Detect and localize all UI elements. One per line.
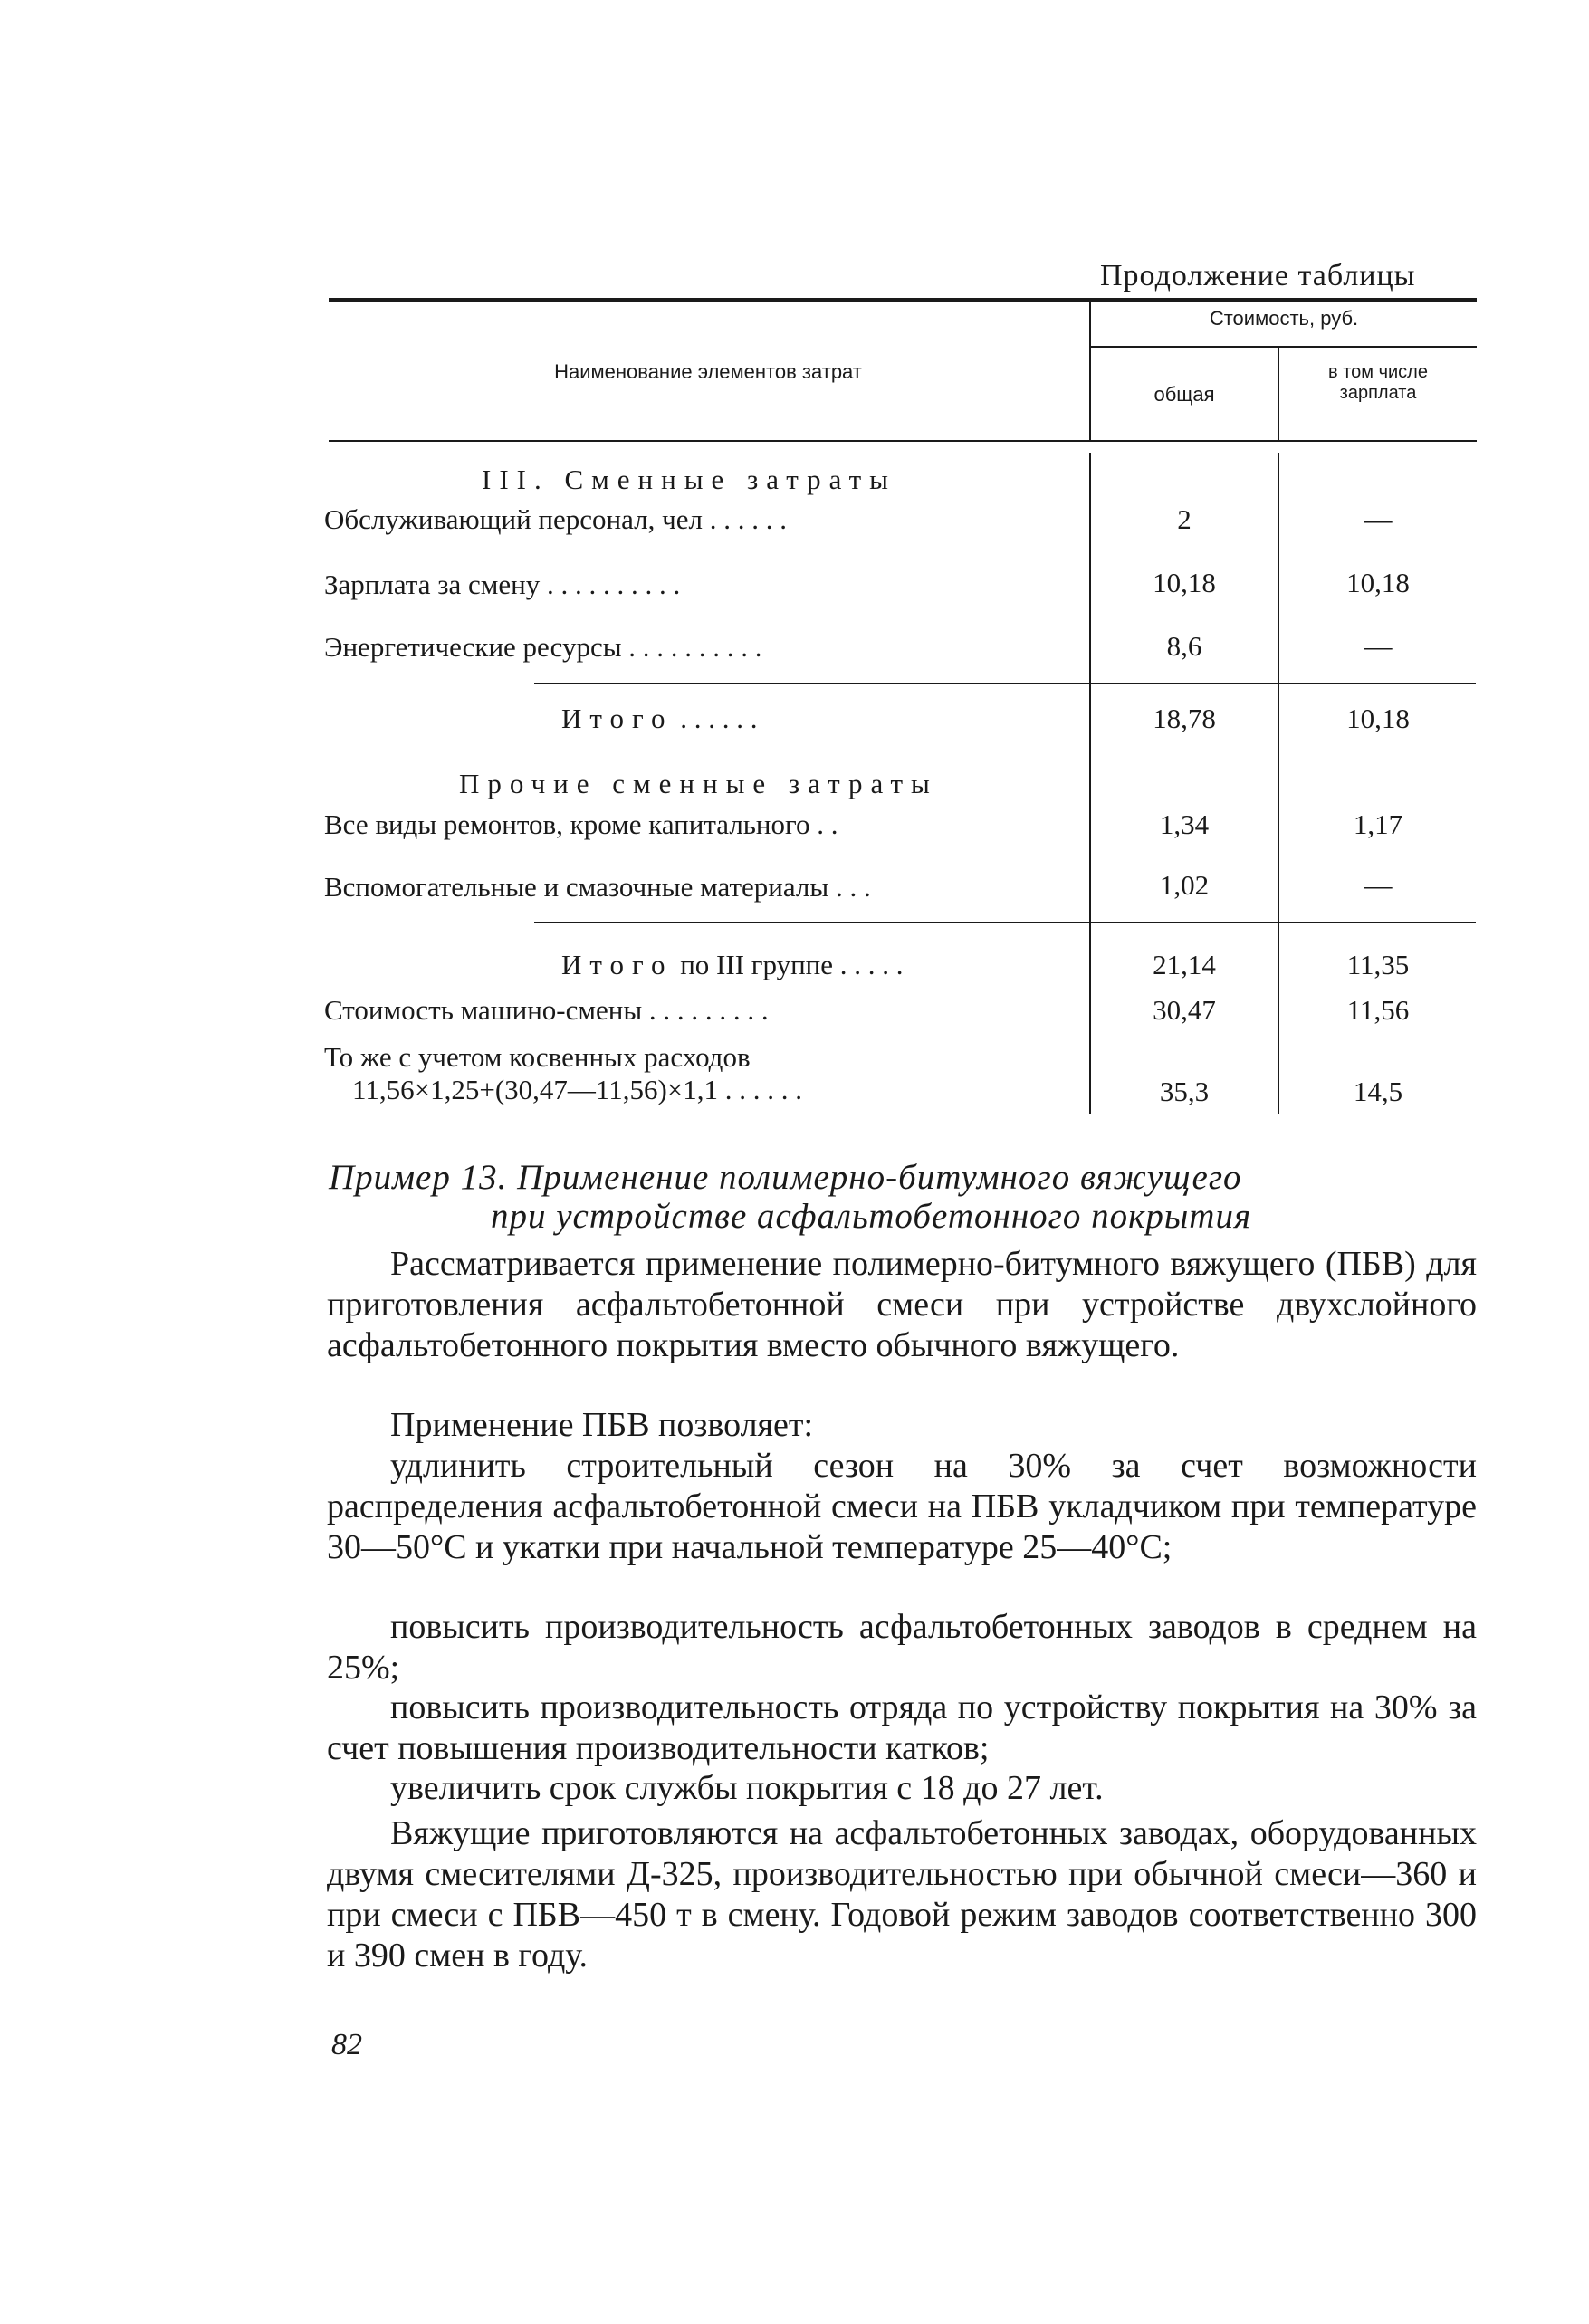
table-row — [324, 871, 871, 904]
row-label-suffix: по III группе — [673, 949, 834, 980]
row-salary: 1,17 — [1353, 808, 1403, 840]
header-total: общая — [1153, 383, 1215, 406]
table-row — [324, 569, 680, 601]
row-total: 8,6 — [1166, 630, 1202, 662]
cost-header-rule — [1091, 346, 1477, 348]
row-leader: . . — [809, 808, 838, 840]
row-salary: — — [1364, 869, 1393, 901]
subtotal-rule-2 — [534, 922, 1476, 923]
subtotal-rule-1 — [534, 683, 1476, 684]
row-total: 30,47 — [1153, 994, 1216, 1026]
row-leader: . . . . . . — [673, 703, 758, 734]
example-heading-line2: при устройстве асфальтобетонного покрытия — [491, 1197, 1252, 1236]
row-salary: 14,5 — [1353, 1076, 1403, 1107]
table-row — [324, 994, 769, 1027]
row-leader: . . . — [828, 871, 871, 903]
table-row — [352, 1074, 802, 1106]
row-leader: . . . . . . — [702, 503, 787, 535]
table-caption: Продолжение таблицы — [1100, 259, 1416, 292]
table-row — [324, 631, 762, 664]
row-salary: 11,56 — [1346, 994, 1410, 1026]
list-item: повысить производительность асфальтобетонных заводов в среднем на 25%; — [327, 1608, 1477, 1687]
header-bottom-rule — [329, 440, 1477, 442]
header-element-name: Наименование элементов затрат — [554, 360, 862, 383]
row-total: 1,02 — [1159, 869, 1210, 901]
row-leader: . . . . . . . . . . — [621, 631, 762, 663]
row-label: Энергетические ресурсы — [324, 631, 622, 663]
row-salary: — — [1364, 630, 1393, 662]
subtotal-row — [561, 703, 757, 735]
list-item: увеличить срок службы покрытия с 18 до 27 лет. — [390, 1769, 1104, 1807]
row-label: Итого — [561, 949, 674, 980]
row-formula: 11,56×1,25+(30,47—11,56)×1,1 — [352, 1074, 719, 1105]
group-total-row — [561, 949, 904, 981]
row-total: 10,18 — [1153, 567, 1216, 598]
row-salary: 11,35 — [1346, 949, 1410, 980]
paragraph: Рассматривается применение полимерно-битумного вяжущего (ПБВ) для приготовления асфальтобетонной смеси при устройстве двухслойного асфальтобетонного покрытия вместо обычного вяжущего. — [327, 1245, 1477, 1364]
row-label: То же с учетом косвенных расходов — [324, 1041, 751, 1073]
list-item: удлинить строительный сезон на 30% за счет возможности распределения асфальтобетонной смеси на ПБВ укладчиком при температуре 30—50°С и укатки при начальной температуре 25—40°С; — [327, 1447, 1477, 1566]
table-row — [324, 808, 838, 841]
row-total: 2 — [1177, 503, 1192, 535]
table-row — [324, 503, 787, 536]
row-salary: 10,18 — [1346, 703, 1410, 734]
row-label: Стоимость машино-смены — [324, 994, 643, 1026]
row-label: Все виды ремонтов, кроме капитального — [324, 808, 810, 840]
table-top-rule — [329, 298, 1477, 302]
row-label: Итого — [561, 703, 674, 734]
row-total: 21,14 — [1153, 949, 1216, 980]
row-total: 35,3 — [1159, 1076, 1210, 1107]
header-cost: Стоимость, руб. — [1209, 307, 1359, 330]
row-leader: . . . . . . — [718, 1074, 803, 1105]
section-title-other: Прочие сменные затраты — [459, 768, 938, 799]
row-leader: . . . . . . . . . . — [540, 569, 681, 600]
row-label: Вспомогательные и смазочные материалы — [324, 871, 829, 903]
page-number: 82 — [331, 2028, 362, 2061]
list-item: повысить производительность отряда по устройству покрытия на 30% за счет повышения производительности катков; — [327, 1688, 1477, 1767]
row-salary: 10,18 — [1346, 567, 1410, 598]
paragraph: Вяжущие приготовляются на асфальтобетонных заводах, оборудованных двумя смесителями Д-325, производительностью при обычной смеси—360 и при смеси с ПБВ—450 т в смену. Годовой режим заводов соответственно 300 и 390 смен в году. — [327, 1814, 1477, 1975]
row-label: Обслуживающий персонал, чел — [324, 503, 703, 535]
row-total: 1,34 — [1159, 808, 1210, 840]
row-total: 18,78 — [1153, 703, 1216, 734]
paragraph: Применение ПБВ позволяет: — [390, 1406, 814, 1444]
row-label: Зарплата за смену — [324, 569, 541, 600]
row-leader: . . . . . — [833, 949, 904, 980]
col-divider-2 — [1278, 348, 1279, 440]
header-salary: в том числе зарплата — [1328, 362, 1428, 403]
row-salary: — — [1364, 503, 1393, 535]
section-title-iii: III. Сменные затраты — [482, 464, 897, 495]
row-leader: . . . . . . . . . — [642, 994, 769, 1026]
example-heading-line1: Пример 13. Применение полимерно-битумного вяжущего — [329, 1158, 1242, 1197]
